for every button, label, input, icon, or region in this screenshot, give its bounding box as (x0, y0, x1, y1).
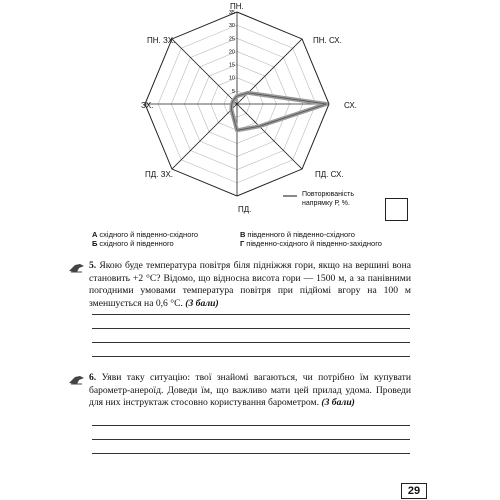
scale-tick-label: 35 (228, 10, 235, 16)
answer-line[interactable] (92, 439, 410, 440)
direction-label-w: ЗХ. (141, 101, 154, 110)
scale-tick-label: 25 (228, 36, 235, 43)
legend-text (302, 190, 354, 208)
answer-line[interactable] (92, 425, 410, 426)
option-letter: Г (240, 239, 245, 248)
direction-label-e: СХ. (344, 101, 357, 110)
answer-line[interactable] (92, 314, 410, 315)
option-b[interactable] (92, 239, 174, 248)
scale-tick-label: 10 (228, 75, 235, 82)
wind-rose-scale (229, 10, 235, 95)
task-5 (89, 260, 411, 310)
option-g[interactable] (240, 239, 382, 248)
task-5-text: Якою буде температура повітря біля підніжжя гори, якщо на вершині вона становить +2 °С? Відомо, що відносна висота гори — 1500 м, а за панівними погодними умовами температура повітря при підйомі вгору на 100 м зменшується на 0,6 °С. (89, 260, 411, 309)
axis-line (172, 104, 237, 169)
answer-line[interactable] (92, 356, 410, 357)
answer-line[interactable] (92, 328, 410, 329)
page-number: 29 (401, 483, 427, 499)
option-text: південного й південно-східного (247, 230, 355, 239)
option-a[interactable] (92, 230, 198, 239)
wind-rose-polygon (231, 93, 326, 130)
task-5-number: 5. (89, 260, 97, 271)
pencil-hand-icon (68, 261, 85, 273)
direction-label-s: ПД. (238, 205, 252, 214)
task-6-points: (3 бали) (321, 397, 355, 409)
scale-tick-label: 30 (228, 23, 235, 30)
legend-line2: напрямку Р, %. (302, 200, 350, 207)
task-6 (89, 372, 411, 410)
pencil-hand-icon (68, 373, 85, 385)
task-5-points: (3 бали) (185, 297, 219, 309)
axis-line (172, 39, 237, 104)
option-letter: Б (92, 239, 98, 248)
scale-tick-label: 5 (231, 88, 235, 95)
legend-line1: Повторюваність (302, 191, 354, 198)
answer-box[interactable] (385, 198, 408, 221)
scale-tick-label: 20 (228, 49, 235, 56)
wind-rose-diagram (0, 0, 500, 225)
direction-label-se: ПД. СХ. (315, 170, 344, 179)
answer-line[interactable] (92, 453, 410, 454)
option-v[interactable] (240, 230, 355, 239)
legend-line-swatch (283, 195, 297, 197)
option-letter: В (240, 230, 246, 239)
direction-label-sw: ПД. ЗХ. (145, 170, 174, 179)
direction-label-nw: ПН. ЗХ. (147, 36, 176, 45)
task-6-number: 6. (89, 372, 97, 383)
option-text: східного й південного (99, 239, 174, 248)
scale-tick-label: 15 (228, 62, 235, 69)
direction-label-n: ПН. (230, 2, 244, 11)
task-6-text: Уяви таку ситуацію: твої знайомі вагаються, чи потрібно їм купувати барометр-анероїд. Доведи їм, що важливо мати цей прилад удома. Проведи для них інструктаж стосовно користування барометром. (89, 372, 411, 409)
direction-label-ne: ПН. СХ. (313, 36, 342, 45)
option-text: південно-східного й південно-західного (246, 239, 382, 248)
option-letter: А (92, 230, 98, 239)
answer-line[interactable] (92, 342, 410, 343)
option-text: східного й південно-східного (99, 230, 199, 239)
